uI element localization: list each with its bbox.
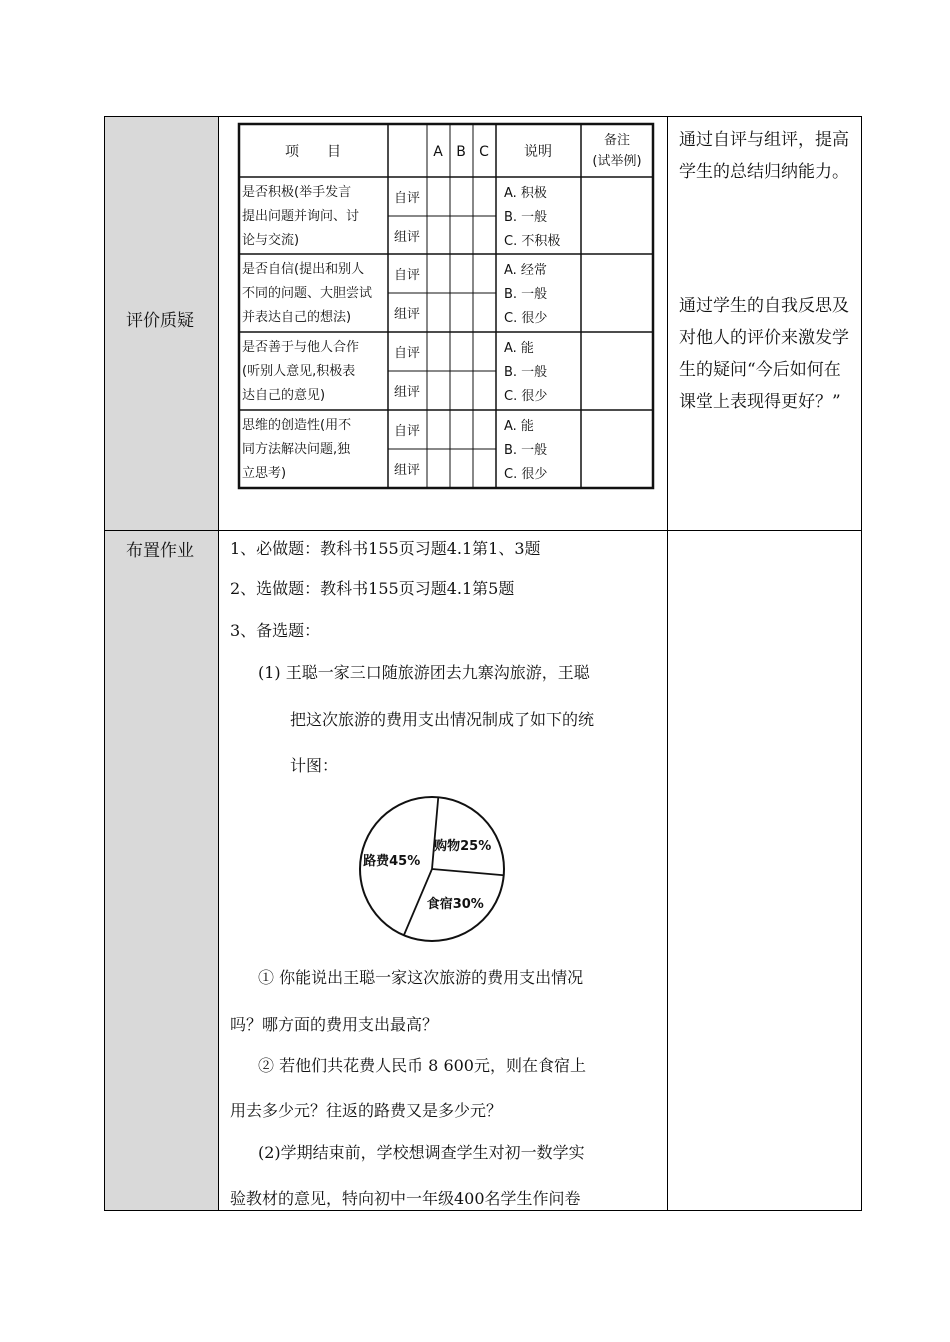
header-item: 项 目 bbox=[285, 144, 341, 160]
group-eval-label: 组评 bbox=[393, 385, 421, 400]
header-remark: 备注 bbox=[603, 133, 631, 148]
option-text: C. 很少 bbox=[504, 311, 548, 326]
item-text: 达自己的意见) bbox=[242, 388, 326, 403]
item-text: 提出问题并询问、讨 bbox=[242, 209, 360, 224]
item-text: 是否善于与他人合作 bbox=[242, 340, 360, 355]
pie-slice-label: 食宿30% bbox=[426, 897, 484, 913]
header-c: C bbox=[479, 144, 489, 160]
option-text: C. 很少 bbox=[504, 389, 548, 404]
row-label-homework: 布置作业 bbox=[126, 541, 194, 561]
header-remark-example: (试举例) bbox=[592, 154, 642, 169]
homework-backup: 3、备选题： bbox=[230, 621, 321, 640]
item-text: 不同的问题、大胆尝试 bbox=[242, 286, 373, 301]
item-text: 立思考) bbox=[242, 466, 287, 481]
option-text: C. 不积极 bbox=[504, 234, 561, 249]
option-text: A. 能 bbox=[504, 341, 534, 356]
problem-1-line-2: 把这次旅游的费用支出情况制成了如下的统 bbox=[290, 710, 595, 729]
self-eval-label: 自评 bbox=[393, 268, 421, 283]
option-text: B. 一般 bbox=[504, 210, 548, 225]
pie-slice-label: 路费45% bbox=[363, 853, 421, 869]
question-1-line-2: 吗？哪方面的费用支出最高？ bbox=[230, 1015, 439, 1034]
header-b: B bbox=[456, 144, 466, 160]
design-note-2: 通过学生的自我反思及对他人的评价来激发学生的疑问“今后如何在课堂上表现得更好？” bbox=[679, 296, 849, 412]
item-text: 同方法解决问题,独 bbox=[242, 442, 351, 457]
header-a: A bbox=[433, 144, 443, 160]
option-text: B. 一般 bbox=[504, 287, 548, 302]
homework-required: 1、必做题：教科书155页习题4.1第1、3题 bbox=[230, 539, 541, 558]
item-text: 并表达自己的想法) bbox=[242, 310, 352, 325]
item-text: 是否自信(提出和别人 bbox=[242, 262, 365, 277]
question-1-line-1: ① 你能说出王聪一家这次旅游的费用支出情况 bbox=[258, 968, 584, 987]
item-text: (听别人意见,积极表 bbox=[242, 364, 356, 379]
pie-slice-label: 购物25% bbox=[434, 838, 492, 854]
pie-slice-boundary bbox=[432, 797, 438, 869]
group-eval-label: 组评 bbox=[393, 230, 421, 245]
table-col-divider-2 bbox=[667, 116, 668, 1211]
item-text: 论与交流) bbox=[242, 233, 300, 248]
option-text: A. 经常 bbox=[504, 263, 547, 278]
self-eval-label: 自评 bbox=[393, 424, 421, 439]
problem-2-line-2: 验教材的意见，特向初中一年级400名学生作问卷 bbox=[230, 1189, 581, 1208]
problem-2-line-1: (2)学期结束前，学校想调查学生对初一数学实 bbox=[258, 1143, 585, 1162]
item-text: 思维的创造性(用不 bbox=[242, 418, 352, 433]
table-border-right bbox=[861, 116, 862, 1211]
question-2-line-1: ② 若他们共花费人民币 8 600元，则在食宿上 bbox=[258, 1056, 586, 1075]
table-col-divider-1 bbox=[218, 116, 219, 1211]
item-text: 是否积极(举手发言 bbox=[242, 185, 352, 200]
self-eval-label: 自评 bbox=[393, 346, 421, 361]
label-cell-bg-homework bbox=[105, 531, 218, 1210]
row-label-evaluation: 评价质疑 bbox=[126, 311, 194, 331]
option-text: C. 很少 bbox=[504, 467, 548, 482]
design-note-1: 通过自评与组评，提高学生的总结归纳能力。 bbox=[679, 130, 849, 182]
expense-pie-chart bbox=[352, 792, 512, 956]
option-text: A. 积极 bbox=[504, 186, 547, 201]
group-eval-label: 组评 bbox=[393, 307, 421, 322]
problem-1-line-1: (1) 王聪一家三口随旅游团去九寨沟旅游，王聪 bbox=[258, 663, 590, 682]
question-2-line-2: 用去多少元？往返的路费又是多少元？ bbox=[230, 1101, 503, 1120]
option-text: B. 一般 bbox=[504, 443, 548, 458]
group-eval-label: 组评 bbox=[393, 463, 421, 478]
header-desc: 说明 bbox=[524, 144, 552, 160]
evaluation-table bbox=[236, 121, 656, 491]
problem-1-line-3: 计图： bbox=[290, 756, 339, 775]
self-eval-label: 自评 bbox=[393, 191, 421, 206]
pie-slice-boundary bbox=[432, 869, 504, 875]
homework-optional: 2、选做题：教科书155页习题4.1第5题 bbox=[230, 579, 515, 598]
option-text: B. 一般 bbox=[504, 365, 548, 380]
option-text: A. 能 bbox=[504, 419, 534, 434]
table-border-left bbox=[104, 116, 105, 1211]
